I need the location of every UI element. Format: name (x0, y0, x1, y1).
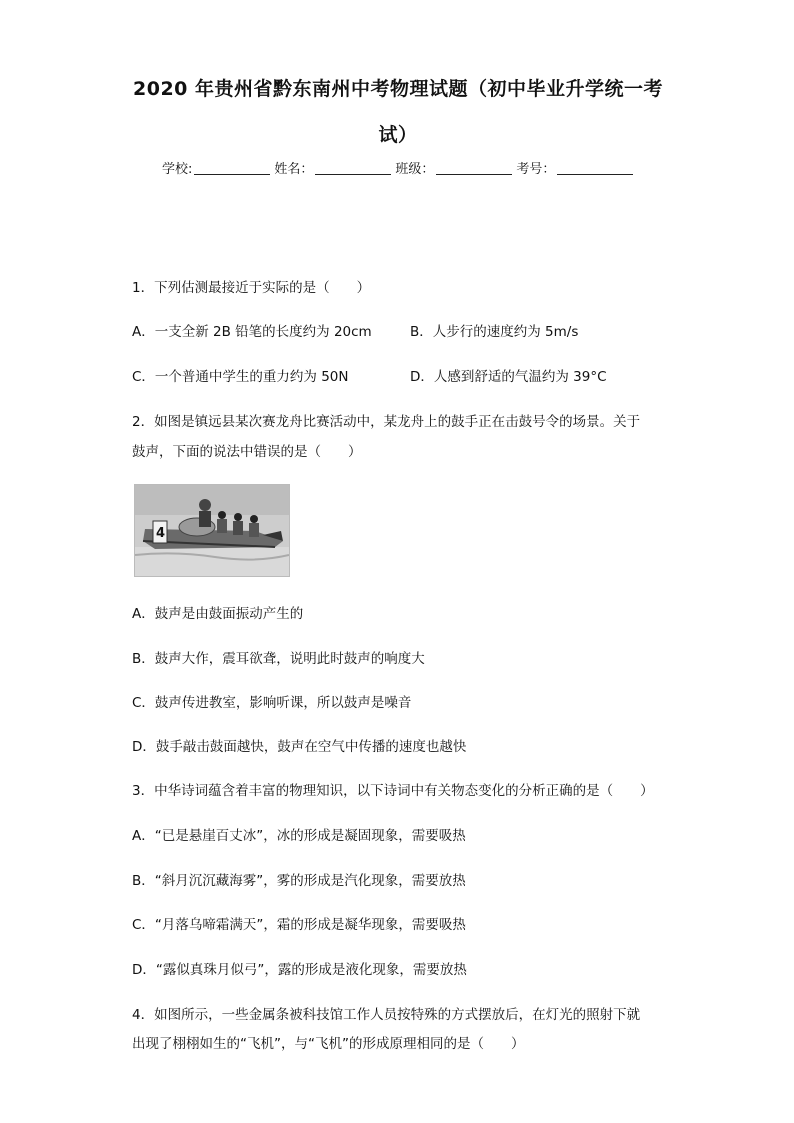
q2-option-b: B．鼓声大作，震耳欲聋，说明此时鼓声的响度大 (132, 651, 425, 667)
q2-stem-line-2: 鼓声，下面的说法中错误的是（ ） (132, 444, 362, 460)
q1-stem: 1．下列估测最接近于实际的是（ ） (132, 280, 371, 296)
q3-option-a: A．“已是悬崖百丈冰”，冰的形成是凝固现象，需要吸热 (132, 828, 466, 844)
dragon-boat-illustration (135, 485, 289, 576)
q2-option-c: C．鼓声传进教室，影响听课，所以鼓声是噪音 (132, 695, 412, 711)
q3-option-d: D．“露似真珠月似弓”，露的形成是液化现象，需要放热 (132, 962, 467, 978)
q1-option-a: A．一支全新 2B 铅笔的长度约为 20cm (132, 324, 372, 340)
q1-option-c: C．一个普通中学生的重力约为 50N (132, 369, 349, 385)
q4-stem-line-1: 4．如图所示，一些金属条被科技馆工作人员按特殊的方式摆放后，在灯光的照射下就 (132, 1007, 641, 1023)
exam-no-label: 考号： (516, 162, 556, 177)
dragon-boat-photo (134, 484, 290, 577)
school-blank[interactable] (194, 160, 270, 175)
exam-no-blank[interactable] (557, 160, 633, 175)
name-blank[interactable] (315, 160, 391, 175)
name-field (274, 158, 393, 177)
name-label: 姓名： (274, 162, 314, 177)
student-info-row (162, 158, 637, 177)
q1-option-d: D．人感到舒适的气温约为 39°C (410, 369, 607, 385)
class-blank[interactable] (436, 160, 512, 175)
q3-stem: 3．中华诗词蕴含着丰富的物理知识，以下诗词中有关物态变化的分析正确的是（ ） (132, 783, 654, 799)
q2-option-a: A．鼓声是由鼓面振动产生的 (132, 606, 304, 622)
school-label: 学校: (162, 162, 193, 177)
exam-title (120, 66, 676, 158)
q1-option-b: B．人步行的速度约为 5m/s (410, 324, 579, 340)
q4-stem-line-2: 出现了栩栩如生的“飞机”，与“飞机”的形成原理相同的是（ ） (132, 1036, 525, 1052)
title-line-1: 2020 年贵州省黔东南州中考物理试题（初中毕业升学统一考 (133, 78, 663, 100)
class-label: 班级： (395, 162, 435, 177)
boat-number: 4 (156, 526, 166, 541)
school-field (162, 158, 272, 177)
title-line-2: 试） (378, 124, 418, 146)
exam-no-field (516, 158, 635, 177)
q3-option-c: C．“月落乌啼霜满天”，霜的形成是凝华现象，需要吸热 (132, 917, 466, 933)
q2-stem-line-1: 2．如图是镇远县某次赛龙舟比赛活动中，某龙舟上的鼓手正在击鼓号令的场景。关于 (132, 414, 641, 430)
q3-option-b: B．“斜月沉沉藏海雾”，雾的形成是汽化现象，需要放热 (132, 873, 466, 889)
class-field (395, 158, 514, 177)
q2-option-d: D．鼓手敲击鼓面越快，鼓声在空气中传播的速度也越快 (132, 739, 467, 755)
